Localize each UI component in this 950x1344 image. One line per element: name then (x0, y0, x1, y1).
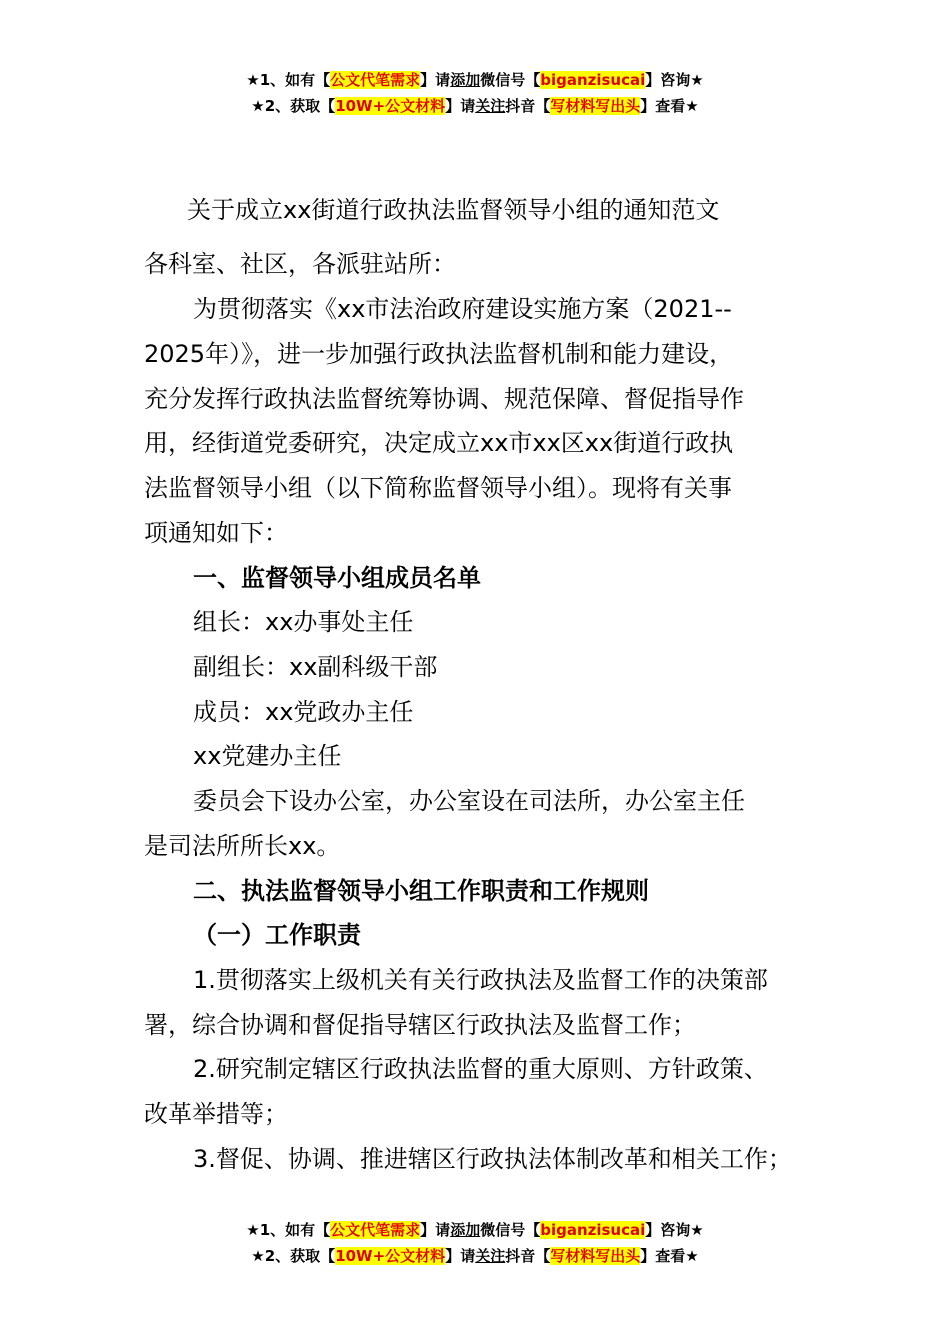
banner-text: ★1、如有【 (246, 1221, 331, 1239)
section-heading-1: 一、监督领导小组成员名单 (193, 564, 481, 592)
intro-line: 2025年）》，进一步加强行政执法监督机制和能力建设， (144, 340, 734, 368)
banner-text: 抖音【 (505, 97, 551, 115)
member-line: 副组长：xx副科级干部 (193, 653, 438, 681)
duty-line: 3.督促、协调、推进辖区行政执法体制改革和相关工作； (193, 1145, 792, 1173)
intro-line: 充分发挥行政执法监督统筹协调、规范保障、督促指导作 (144, 385, 744, 413)
office-line: 委员会下设办公室，办公室设在司法所，办公室主任 (193, 787, 745, 815)
duty-line: 1.贯彻落实上级机关有关行政执法及监督工作的决策部 (193, 966, 768, 994)
intro-line: 法监督领导小组（以下简称监督领导小组）。现将有关事 (144, 474, 732, 502)
banner-underlined-text: 添加 (450, 1221, 481, 1239)
banner-text: 微信号【 (480, 71, 541, 89)
banner-line-1 (0, 1217, 950, 1243)
banner-highlight: 10W+公文材料 (335, 97, 446, 115)
member-line: 组长：xx办事处主任 (193, 608, 414, 636)
duty-line: 署，综合协调和督促指导辖区行政执法及监督工作； (144, 1011, 696, 1039)
banner-text: 】查看★ (640, 1247, 699, 1265)
banner-highlight: 10W+公文材料 (335, 1247, 446, 1265)
banner-text: 微信号【 (480, 1221, 541, 1239)
member-line: xx党建办主任 (193, 742, 342, 770)
intro-line: 项通知如下： (144, 519, 288, 547)
banner-underlined-text: 关注 (475, 1247, 506, 1265)
banner-highlight: biganzisucai (540, 71, 646, 89)
banner-text: 】咨询★ (645, 1221, 704, 1239)
banner-text: ★2、获取【 (251, 97, 336, 115)
banner-highlight: biganzisucai (540, 1221, 646, 1239)
salutation: 各科室、社区，各派驻站所： (144, 250, 456, 278)
banner-highlight: 公文代笔需求 (330, 1221, 421, 1239)
document-title: 关于成立xx街道行政执法监督领导小组的通知范文 (187, 196, 720, 224)
banner-text: 抖音【 (505, 1247, 551, 1265)
banner-line-1 (0, 67, 950, 93)
banner-underlined-text: 关注 (475, 97, 506, 115)
banner-highlight: 公文代笔需求 (330, 71, 421, 89)
banner-line-2 (0, 1243, 950, 1269)
banner-text: ★1、如有【 (246, 71, 331, 89)
subsection-heading: （一）工作职责 (193, 921, 361, 949)
bottom-banner (0, 1217, 950, 1269)
banner-text: 】请 (420, 1221, 451, 1239)
banner-text: 】请 (445, 97, 476, 115)
banner-highlight: 写材料写出头 (550, 97, 641, 115)
section-heading-2: 二、执法监督领导小组工作职责和工作规则 (193, 877, 649, 905)
banner-text: 】请 (420, 71, 451, 89)
intro-line: 用，经街道党委研究，决定成立xx市xx区xx街道行政执 (144, 429, 734, 457)
banner-highlight: 写材料写出头 (550, 1247, 641, 1265)
banner-underlined-text: 添加 (450, 71, 481, 89)
banner-text: 】查看★ (640, 97, 699, 115)
banner-text: ★2、获取【 (251, 1247, 336, 1265)
duty-line: 2.研究制定辖区行政执法监督的重大原则、方针政策、 (193, 1055, 768, 1083)
banner-text: 】咨询★ (645, 71, 704, 89)
banner-text: 】请 (445, 1247, 476, 1265)
top-banner (0, 67, 950, 119)
banner-line-2 (0, 93, 950, 119)
member-line: 成员：xx党政办主任 (193, 698, 414, 726)
office-line: 是司法所所长xx。 (144, 832, 341, 860)
duty-line: 改革举措等； (144, 1100, 288, 1128)
intro-line: 为贯彻落实《xx市法治政府建设实施方案（2021-- (193, 295, 732, 323)
